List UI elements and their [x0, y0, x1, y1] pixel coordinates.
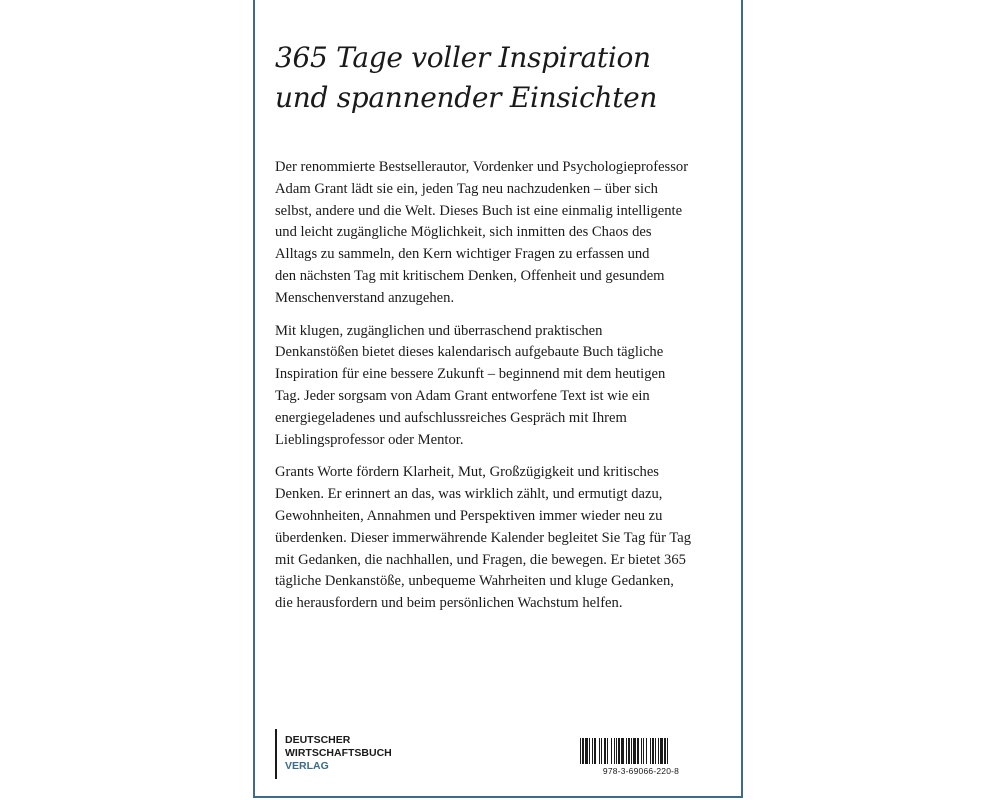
barcode-bar: [626, 738, 627, 764]
barcode-bar: [589, 738, 590, 764]
barcode-bar: [650, 738, 651, 764]
text-line: überdenken. Dieser immerwährende Kalender begleitet Sie Tag für Tag: [275, 529, 692, 546]
barcode-bar: [607, 738, 608, 764]
text-line: und leicht zugängliche Möglichkeit, sich inmitten des Chaos des: [275, 224, 652, 241]
text-line: energiegeladenes und aufschlussreiches Gespräch mit Ihrem: [275, 409, 627, 426]
barcode-bar: [667, 738, 668, 764]
publisher-name-line-1: DEUTSCHER: [285, 734, 351, 746]
barcode-bar: [652, 738, 654, 764]
barcode-bar: [660, 738, 663, 764]
text-line: selbst, andere und die Welt. Dieses Buch ist eine einmalig intelligente: [275, 202, 683, 219]
text-line: Lieblingsprofessor oder Mentor.: [275, 431, 464, 448]
book-back-cover: [253, 0, 743, 798]
text-line: Denken. Er erinnert an das, was wirklich zählt, und ermutigt dazu,: [275, 486, 663, 503]
barcode-bar: [618, 738, 620, 764]
barcode-bar: [637, 738, 639, 764]
barcode-bar: [641, 738, 642, 764]
publisher-name-line-2: WIRTSCHAFTSBUCH: [285, 747, 392, 759]
text-line: Inspiration für eine bessere Zukunft – beginnend mit dem heutigen: [275, 366, 666, 383]
text-line: tägliche Denkanstöße, unbequeme Wahrheiten und kluge Gedanken,: [275, 573, 674, 590]
blurb-paragraph-2: [275, 321, 730, 452]
barcode-bar: [604, 738, 606, 764]
barcode-bar: [580, 738, 581, 764]
headline-line-2: und spannender Einsichten: [275, 81, 658, 114]
text-line: Adam Grant lädt sie ein, jeden Tag neu nachzudenken – über sich: [275, 180, 658, 197]
text-line: mit Gedanken, die nachhallen, und Fragen, die bewegen. Er bietet 365: [275, 551, 686, 568]
text-line: Menschenverstand anzugehen.: [275, 289, 455, 306]
barcode-bar: [628, 738, 630, 764]
barcode-bar: [646, 738, 647, 764]
publisher-name-line-3: VERLAG: [285, 760, 329, 772]
text-line: Mit klugen, zugänglichen und überraschend praktischen: [275, 322, 603, 339]
barcode-bar: [601, 738, 602, 764]
barcode-bar: [599, 738, 600, 764]
barcode-bar: [621, 738, 624, 764]
publisher-logo: [275, 729, 392, 779]
barcode-bar: [594, 738, 596, 764]
text-line: Tag. Jeder sorgsam von Adam Grant entworfene Text ist wie ein: [275, 387, 650, 404]
barcode-bar: [582, 738, 584, 764]
barcode-bar: [658, 738, 659, 764]
barcode-bar: [592, 738, 593, 764]
barcode-bar: [664, 738, 666, 764]
blurb-paragraph-1: [275, 157, 730, 310]
headline: [275, 38, 715, 118]
blurb-paragraph-3: [275, 462, 730, 615]
text-line: Grants Worte fördern Klarheit, Mut, Großzügigkeit und kritisches: [275, 464, 659, 481]
text-line: Gewohnheiten, Annahmen und Perspektiven immer wieder neu zu: [275, 507, 663, 524]
isbn-barcode: [580, 738, 702, 776]
barcode-bar: [611, 738, 612, 764]
blurb: [275, 157, 730, 626]
barcode-bar: [631, 738, 632, 764]
barcode-bar: [655, 738, 656, 764]
text-line: den nächsten Tag mit kritischem Denken, Offenheit und gesundem: [275, 267, 665, 284]
barcode-icon: [580, 738, 702, 764]
barcode-bar: [614, 738, 615, 764]
text-line: die herausfordern und beim persönlichen Wachstum helfen.: [275, 595, 623, 612]
headline-line-1: 365 Tage voller Inspiration: [275, 41, 651, 74]
barcode-bar: [616, 738, 617, 764]
isbn-number: 978-3-69066-220-8: [602, 766, 680, 776]
barcode-bar: [585, 738, 588, 764]
barcode-bar: [633, 738, 636, 764]
text-line: Der renommierte Bestsellerautor, Vordenker und Psychologieprofessor: [275, 159, 689, 175]
text-line: Denkanstößen bietet dieses kalendarisch aufgebaute Buch tägliche: [275, 344, 664, 361]
barcode-bar: [643, 738, 644, 764]
text-line: Alltags zu sammeln, den Kern wichtiger Fragen zu erfassen und: [275, 246, 650, 263]
